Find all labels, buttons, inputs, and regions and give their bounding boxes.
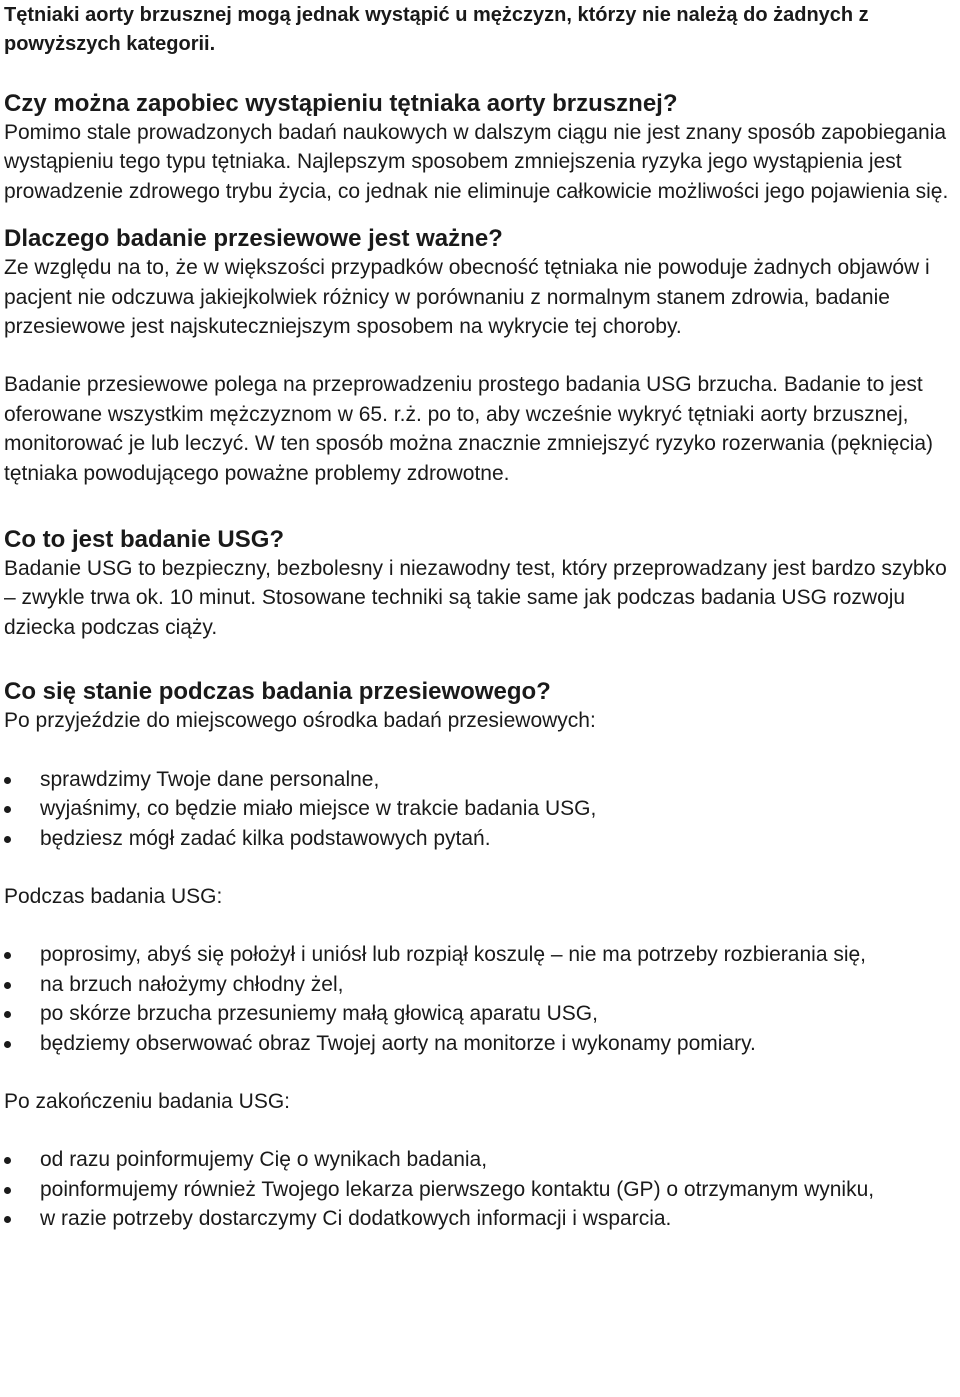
after-list xyxy=(4,1145,956,1233)
heading-prevention: Czy można zapobiec wystąpieniu tętniaka aorty brzusznej? xyxy=(4,90,678,117)
importance-paragraph-2: Badanie przesiewowe polega na przeprowadzeniu prostego badania USG brzucha. Badanie to jest oferowane wszystkim mężczyznom w 65. r.ż. po to, aby wcześnie wykryć tętniaki aorty brzusznej, monitorować je lub leczyć. W ten sposób można znacznie zmniejszyć ryzyko rozerwania (pęknięcia) tętniaka powodującego poważne problemy zdrowotne. xyxy=(4,373,934,485)
list-item xyxy=(4,940,956,969)
list-item xyxy=(4,970,956,999)
during-list xyxy=(4,940,956,1058)
arrival-intro: Po przyjeździe do miejscowego ośrodka badań przesiewowych: xyxy=(4,709,596,733)
list-item xyxy=(4,1145,956,1174)
list-item xyxy=(4,824,956,853)
bullet-icon xyxy=(4,1216,11,1223)
list-item-text: wyjaśnimy, co będzie miało miejsce w trakcie badania USG, xyxy=(40,797,597,821)
arrival-list xyxy=(4,765,956,853)
list-item xyxy=(4,1204,956,1233)
list-item-text: sprawdzimy Twoje dane personalne, xyxy=(40,767,380,791)
spacer xyxy=(4,341,956,370)
bullet-icon xyxy=(4,1041,11,1048)
list-item xyxy=(4,794,956,823)
spacer xyxy=(4,1116,956,1145)
list-item xyxy=(4,999,956,1028)
usg-paragraph: Badanie USG to bezpieczny, bezbolesny i niezawodny test, który przeprowadzany jest bardzo szybko – zwykle trwa ok. 10 minut. Stosowane techniki są takie same jak podczas badania USG rozwoju dziecka podczas ciąży. xyxy=(4,557,947,639)
bullet-icon xyxy=(4,982,11,989)
bullet-icon xyxy=(4,1011,11,1018)
list-item xyxy=(4,1029,956,1058)
list-item-text: na brzuch nałożymy chłodny żel, xyxy=(40,972,344,996)
list-item-text: poprosimy, abyś się położył i uniósł lub rozpiął koszulę – nie ma potrzeby rozbierania się, xyxy=(40,943,867,967)
list-item-text: w razie potrzeby dostarczymy Ci dodatkowych informacji i wsparcia. xyxy=(40,1207,672,1231)
spacer xyxy=(4,736,956,765)
list-item-text: od razu poinformujemy Cię o wynikach badania, xyxy=(40,1148,488,1172)
bullet-icon xyxy=(4,1157,11,1164)
importance-paragraph-1: Ze względu na to, że w większości przypadków obecność tętniaka nie powoduje żadnych objawów i pacjent nie odczuwa jakiejkolwiek różnicy w porównaniu z normalnym stanem zdrowia, badanie przesiewowe jest najskuteczniejszym sposobem na wykrycie tej choroby. xyxy=(4,256,930,339)
bullet-icon xyxy=(4,836,11,843)
intro-paragraph: Tętniaki aorty brzusznej mogą jednak wystąpić u mężczyzn, którzy nie należą do żadnych z powyższych kategorii. xyxy=(4,4,869,55)
after-intro: Po zakończeniu badania USG: xyxy=(4,1089,291,1113)
list-item xyxy=(4,1175,956,1204)
list-item-text: po skórze brzucha przesuniemy małą głowicą aparatu USG, xyxy=(40,1002,598,1026)
prevention-paragraph: Pomimo stale prowadzonych badań naukowych w dalszym ciągu nie jest znany sposób zapobiegania wystąpieniu tego typu tętniaka. Najlepszym sposobem zmniejszenia ryzyka jego wystąpienia jest prowadzenie zdrowego trybu życia, co jednak nie eliminuje całkowicie możliwości jego pojawienia się. xyxy=(4,121,949,203)
bullet-icon xyxy=(4,777,11,784)
spacer xyxy=(4,853,956,882)
heading-screening: Co się stanie podczas badania przesiewowego? xyxy=(4,678,551,706)
during-intro: Podczas badania USG: xyxy=(4,884,223,908)
bullet-icon xyxy=(4,1187,11,1194)
list-item-text: będziemy obserwować obraz Twojej aorty na monitorze i wykonamy pomiary. xyxy=(40,1031,756,1055)
list-item-text: będziesz mógł zadać kilka podstawowych pytań. xyxy=(40,826,491,850)
heading-importance: Dlaczego badanie przesiewowe jest ważne? xyxy=(4,225,503,253)
spacer xyxy=(4,1058,956,1087)
list-item-text: poinformujemy również Twojego lekarza pierwszego kontaktu (GP) o otrzymanym wyniku, xyxy=(40,1177,875,1201)
heading-usg: Co to jest badanie USG? xyxy=(4,526,285,554)
bullet-icon xyxy=(4,806,11,813)
spacer xyxy=(4,911,956,940)
list-item xyxy=(4,765,956,794)
bullet-icon xyxy=(4,952,11,959)
